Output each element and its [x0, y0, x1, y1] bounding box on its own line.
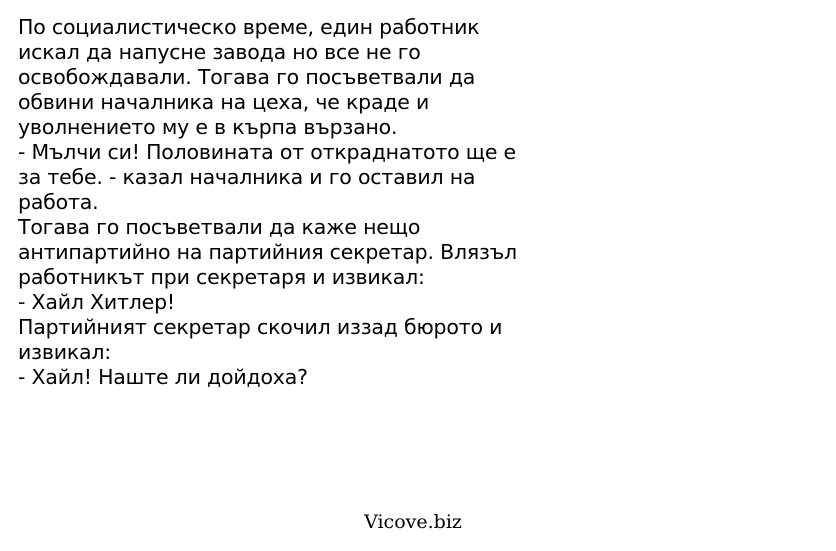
joke-line: извикал:	[18, 340, 111, 364]
joke-line: антипартийно на партийния секретар. Влязъл	[18, 240, 517, 264]
joke-text	[18, 15, 818, 390]
joke-line: Тогава го посъветвали да каже нещо	[18, 215, 421, 239]
joke-line: освобождавали. Тогава го посъветвали да	[18, 65, 476, 89]
joke-line: По социалистическо време, един работник	[18, 15, 480, 39]
joke-line: обвини началника на цеха, че краде и	[18, 90, 430, 114]
joke-line: Партийният секретар скочил иззад бюрото и	[18, 315, 503, 339]
joke-line: искал да напусне завода но все не го	[18, 40, 421, 64]
joke-line: уволнението му е в кърпа вързано.	[18, 115, 398, 139]
joke-line: - Мълчи си! Половината от откраднатото ще е	[18, 140, 516, 164]
joke-line: - Хайл Хитлер!	[18, 290, 175, 314]
joke-line: работникът при секретаря и извикал:	[18, 265, 425, 289]
joke-line: работа.	[18, 190, 99, 214]
joke-line: за тебе. - казал началника и го оставил на	[18, 165, 476, 189]
site-watermark: Vicove.biz	[364, 511, 462, 533]
joke-line: - Хайл! Наште ли дойдоха?	[18, 365, 308, 389]
